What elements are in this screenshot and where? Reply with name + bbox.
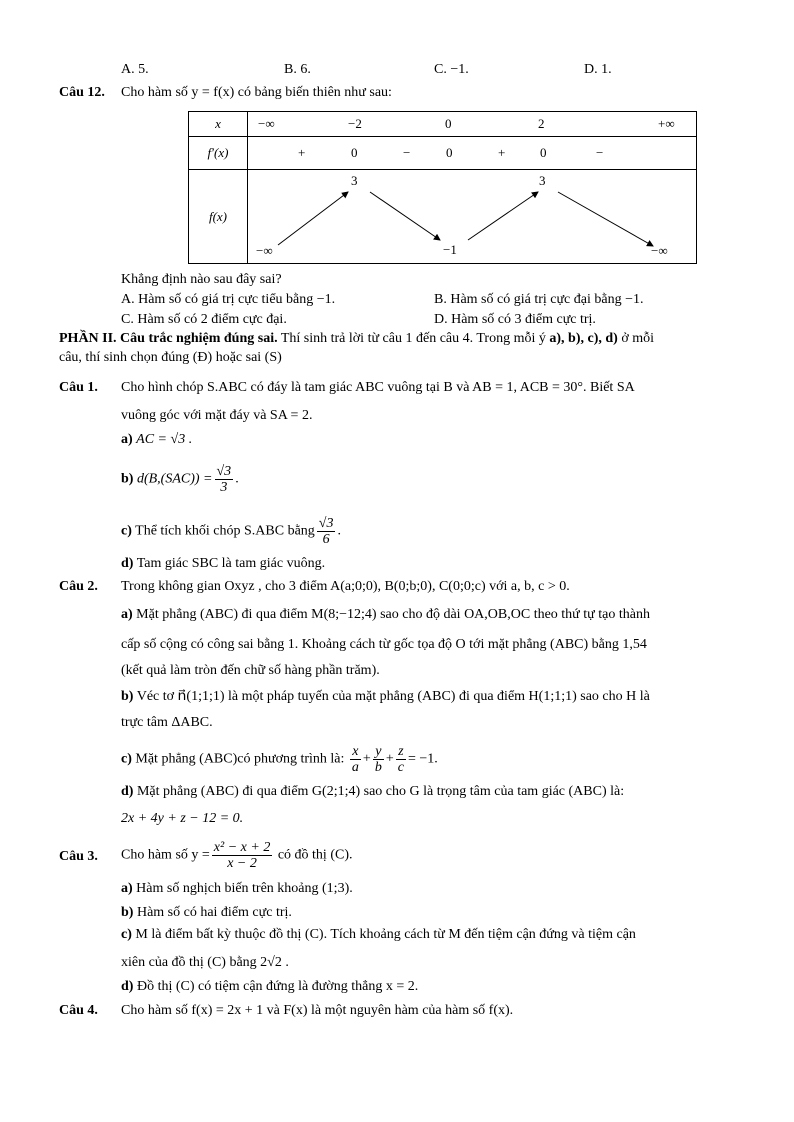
c3-a-text: Hàm số nghịch biến trên khoảng (1;3).	[136, 881, 353, 896]
table-x-values	[248, 112, 697, 137]
f-neg-inf-left: −∞	[256, 243, 273, 258]
c2-c-end: = −1.	[407, 751, 438, 767]
x-neg-2: −2	[348, 116, 362, 131]
c1-c-fraction	[317, 516, 336, 547]
c1-a-tag: a)	[121, 432, 133, 447]
c2-a-line2: cấp số cộng có công sai bằng 1. Khoảng cách từ gốc tọa độ O tới mặt phẳng (ABC) bằng 1,54	[121, 637, 647, 652]
c2-c-f1n: x	[350, 744, 361, 760]
c2-b-line1: Véc tơ n⃗(1;1;1) là một pháp tuyến của mặt phẳng (ABC) đi qua điểm H(1;1;1) sao cho H là	[136, 689, 650, 704]
c3-b-text: Hàm số có hai điểm cực trị.	[136, 905, 292, 920]
c2-c-f3n: z	[396, 744, 406, 760]
c2-c-tag: c)	[121, 751, 132, 767]
x-pos-inf: +∞	[658, 116, 675, 131]
c1-c	[121, 516, 341, 547]
c2-d-line2: 2x + 4y + z − 12 = 0.	[121, 811, 244, 826]
c2-b-line2: trực tâm ΔABC.	[121, 715, 213, 730]
c1-b-fraction	[215, 464, 234, 495]
variation-arrows	[248, 170, 698, 263]
c1-c-left: Thể tích khối chóp S.ABC bằng	[135, 523, 315, 539]
c3-c-line2: xiên của đồ thị (C) bằng 2√2 .	[121, 955, 289, 970]
part2-intro-line2: câu, thí sinh chọn đúng (Đ) hoặc sai (S)	[59, 350, 282, 365]
c1-b-num: √3	[216, 464, 232, 479]
c2-c-f2d: b	[374, 760, 382, 775]
c2-c-frac-x	[350, 744, 361, 775]
fp-sign-3: +	[498, 145, 506, 160]
c2-c: c) Mặt phẳng (ABC)có phương trình là: $\frac{x}{a}$ + $\frac{y}{b}$ + $\frac{z}{c}$ = −1.	[121, 744, 438, 775]
fp-sign-4: −	[596, 145, 604, 160]
arrow-down-2	[558, 192, 653, 246]
part2-intro-2: ở mỗi	[617, 331, 654, 346]
c3-c-line1: M là điểm bất kỳ thuộc đồ thị (C). Tích khoảng cách từ M đến tiệm cận đứng và tiệm cận	[135, 927, 636, 942]
c3-right: có đồ thị (C).	[277, 847, 353, 863]
answer-b: B. 6.	[284, 62, 311, 77]
q12-label: Câu 12.	[59, 85, 105, 100]
part2-intro-bold: a), b), c), d)	[549, 331, 618, 346]
fp-zero-2: 0	[446, 145, 453, 160]
q12-question: Khẳng định nào sau đây sai?	[121, 272, 282, 287]
c2-c-frac-y	[373, 744, 384, 775]
c3-label: Câu 3.	[59, 849, 98, 864]
q12-stem: Cho hàm số y = f(x) có bảng biến thiên như sau:	[121, 85, 392, 100]
f-max-2: 3	[539, 173, 546, 188]
c1-d	[121, 555, 325, 573]
table-fp-signs	[248, 137, 697, 170]
c1-b-tag: b)	[121, 471, 134, 487]
c1-line1: Cho hình chóp S.ABC có đáy là tam giác ABC vuông tại B và AB = 1, ACB = 30°. Biết SA	[121, 380, 635, 395]
c2-a	[121, 606, 650, 624]
c3-d-text: Đồ thị (C) có tiệm cận đứng là đường thẳng x = 2.	[136, 979, 419, 994]
x-neg-inf: −∞	[258, 116, 275, 131]
c2-d-tag: d)	[121, 784, 134, 799]
x-0: 0	[445, 116, 452, 131]
q12-option-a: A. Hàm số có giá trị cực tiểu bằng −1.	[121, 292, 336, 307]
c1-c-den: 6	[322, 532, 330, 547]
c3-den: x − 2	[227, 856, 257, 871]
c3-fraction	[212, 840, 273, 871]
c2-c-left: Mặt phẳng (ABC)có phương trình là:	[135, 751, 345, 767]
c1-d-tag: d)	[121, 556, 134, 571]
c2-b-tag: b)	[121, 689, 134, 704]
c2-label: Câu 2.	[59, 579, 98, 594]
c2-c-f2n: y	[373, 744, 384, 760]
part2-intro	[59, 330, 654, 348]
f-neg-inf-right: −∞	[651, 243, 668, 258]
arrow-up-2	[468, 192, 538, 240]
q12-option-b: B. Hàm số có giá trị cực đại bằng −1.	[434, 292, 644, 307]
c3-c	[121, 926, 636, 944]
c1-b-den: 3	[220, 480, 228, 495]
c1-c-end: .	[337, 523, 341, 539]
answer-d: D. 1.	[584, 62, 612, 77]
c1-a	[121, 431, 192, 449]
c1-c-num: √3	[318, 516, 334, 531]
c3-c-tag: c)	[121, 927, 132, 942]
c3-b-tag: b)	[121, 905, 134, 920]
c2-line1: Trong không gian Oxyz , cho 3 điểm A(a;0;0), B(0;b;0), C(0;0;c) với a, b, c > 0.	[121, 579, 570, 594]
c2-c-f3d: c	[397, 760, 404, 775]
c1-b-end: .	[235, 471, 239, 487]
c3-num: x² − x + 2	[213, 840, 271, 855]
c3-d	[121, 978, 418, 996]
table-f-label: f(x)	[189, 170, 248, 264]
c3-b	[121, 904, 292, 922]
fp-sign-2: −	[403, 145, 411, 160]
c3-stem	[121, 840, 352, 871]
c1-b	[121, 464, 239, 495]
c1-line2: vuông góc với mặt đáy và SA = 2.	[121, 408, 313, 423]
fp-sign-1: +	[298, 145, 306, 160]
x-2: 2	[538, 116, 545, 131]
fp-zero-3: 0	[540, 145, 547, 160]
c2-d-line1: Mặt phẳng (ABC) đi qua điểm G(2;1;4) sao cho G là trọng tâm của tam giác (ABC) là:	[136, 784, 625, 799]
f-max-1: 3	[351, 173, 358, 188]
c1-d-text: Tam giác SBC là tam giác vuông.	[136, 556, 326, 571]
c2-a-line1: Mặt phẳng (ABC) đi qua điểm M(8;−12;4) sao cho độ dài OA,OB,OC theo thứ tự tạo thành	[136, 607, 650, 622]
q12-option-c: C. Hàm số có 2 điểm cực đại.	[121, 312, 287, 327]
table-f-values	[248, 170, 697, 264]
c3-d-tag: d)	[121, 979, 134, 994]
c2-c-frac-z	[396, 744, 406, 775]
table-fp-label: f′(x)	[189, 137, 248, 170]
c4-text: Cho hàm số f(x) = 2x + 1 và F(x) là một nguyên hàm của hàm số f(x).	[121, 1003, 514, 1018]
c3-a	[121, 880, 353, 898]
q12-option-d: D. Hàm số có 3 điểm cực trị.	[434, 312, 596, 327]
c2-a-line3: (kết quả làm tròn đến chữ số hàng phần trăm).	[121, 663, 380, 678]
answer-c: C. −1.	[434, 62, 469, 77]
c2-b	[121, 688, 650, 706]
c2-c-f1d: a	[351, 760, 359, 775]
variation-table	[188, 111, 697, 264]
f-min: −1	[443, 242, 457, 257]
answer-a: A. 5.	[121, 62, 149, 77]
fp-zero-1: 0	[351, 145, 358, 160]
c1-b-left: d(B,(SAC)) =	[136, 471, 213, 487]
arrow-down-1	[370, 192, 440, 240]
c2-a-tag: a)	[121, 607, 133, 622]
c1-c-tag: c)	[121, 523, 132, 539]
c2-d	[121, 783, 624, 801]
c4-label: Câu 4.	[59, 1003, 98, 1018]
c1-a-text: AC = √3 .	[136, 432, 193, 447]
c1-label: Câu 1.	[59, 380, 98, 395]
part2-intro-1: Thí sinh trả lời từ câu 1 đến câu 4. Trong mỗi ý	[277, 331, 550, 346]
part2-title: PHẦN II. Câu trắc nghiệm đúng sai.	[59, 331, 278, 346]
table-x-label: x	[189, 112, 248, 137]
arrow-up-1	[278, 192, 348, 245]
c3-a-tag: a)	[121, 881, 133, 896]
c3-left: Cho hàm số y =	[121, 847, 210, 863]
